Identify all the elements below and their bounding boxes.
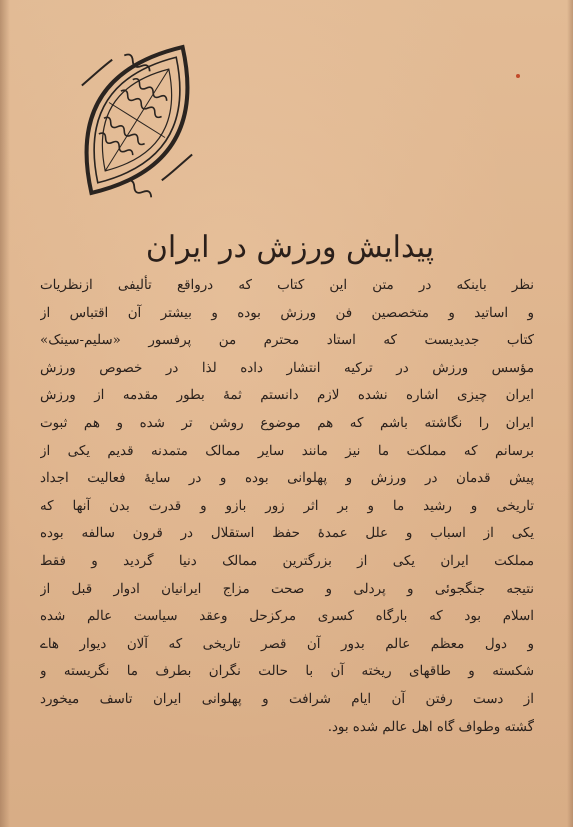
- text-line: مملکت ایران یکی از بزرگترین ممالک دنیا گردید و فقط: [40, 553, 534, 569]
- text-line: شکسته و طاقهای ریخته آن با حالت نگران بطرف ما نگریسته و: [40, 664, 534, 680]
- text-line: تاریخی و رشید ما و بر اثر زور بازو و قدرت بدن آنها که: [40, 498, 534, 514]
- body-text: [40, 272, 534, 735]
- text-line: از دست رفتن آن ایام شرافت و پهلوانی ایران تاسف میخورد: [40, 691, 534, 707]
- text-line: کتاب جدیدیست که استاد محترم من پرفسور «سلیم-سینک»: [40, 333, 534, 349]
- library-stamp-seal: [52, 28, 222, 213]
- ink-speck: [516, 74, 520, 78]
- text-line: مؤسس ورزش در ترکیه انتشار داده لذا در خصوص ورزش: [40, 360, 534, 376]
- text-line: نظر باینکه در متن این کتاب که درواقع تألیفی ازنظریات: [40, 278, 534, 293]
- text-line: یکی از اسباب و علل عمدهٔ حفظ استقلال در قرون سالفه بوده: [40, 526, 534, 542]
- text-line: ایران چیزی اشاره نشده لازم دانستم ثمهٔ بطور مقدمه از ورزش: [40, 388, 534, 404]
- text-line: و دول معظم عالم بدور آن قصر تاریخی که آلان دیوار هاے: [40, 636, 534, 652]
- text-line: ایران را نگاشته باشم که هم موضوع روشن تر شده و هم ثبوت: [40, 415, 534, 431]
- text-line: برسانم که مملکت ما نیز مانند سایر ممالک متمدنه قدیم یکی از: [40, 443, 534, 459]
- text-line: گشته وطواف گاه اهل عالم شده بود.: [327, 719, 534, 735]
- page-title: پیدایش ورزش در ایران: [145, 230, 435, 265]
- text-line: پیش قدمان در ورزش و پهلوانی بوده و در سایهٔ فعالیت اجداد: [40, 471, 534, 487]
- text-line: و اساتید و متخصصین فن ورزش بوده و بیشتر آن اقتباس از: [40, 305, 534, 321]
- text-line: نتیجه جنگجوئی و پردلی و صحت مزاج ایرانیان ادوار قبل از: [40, 581, 534, 597]
- page-edge-shadow-right: [567, 0, 573, 827]
- page-edge-shadow-left: [0, 0, 10, 827]
- text-line: اسلام بود که بارگاه کسری مرکزحل وعقد سیاست عالم شده: [40, 609, 534, 625]
